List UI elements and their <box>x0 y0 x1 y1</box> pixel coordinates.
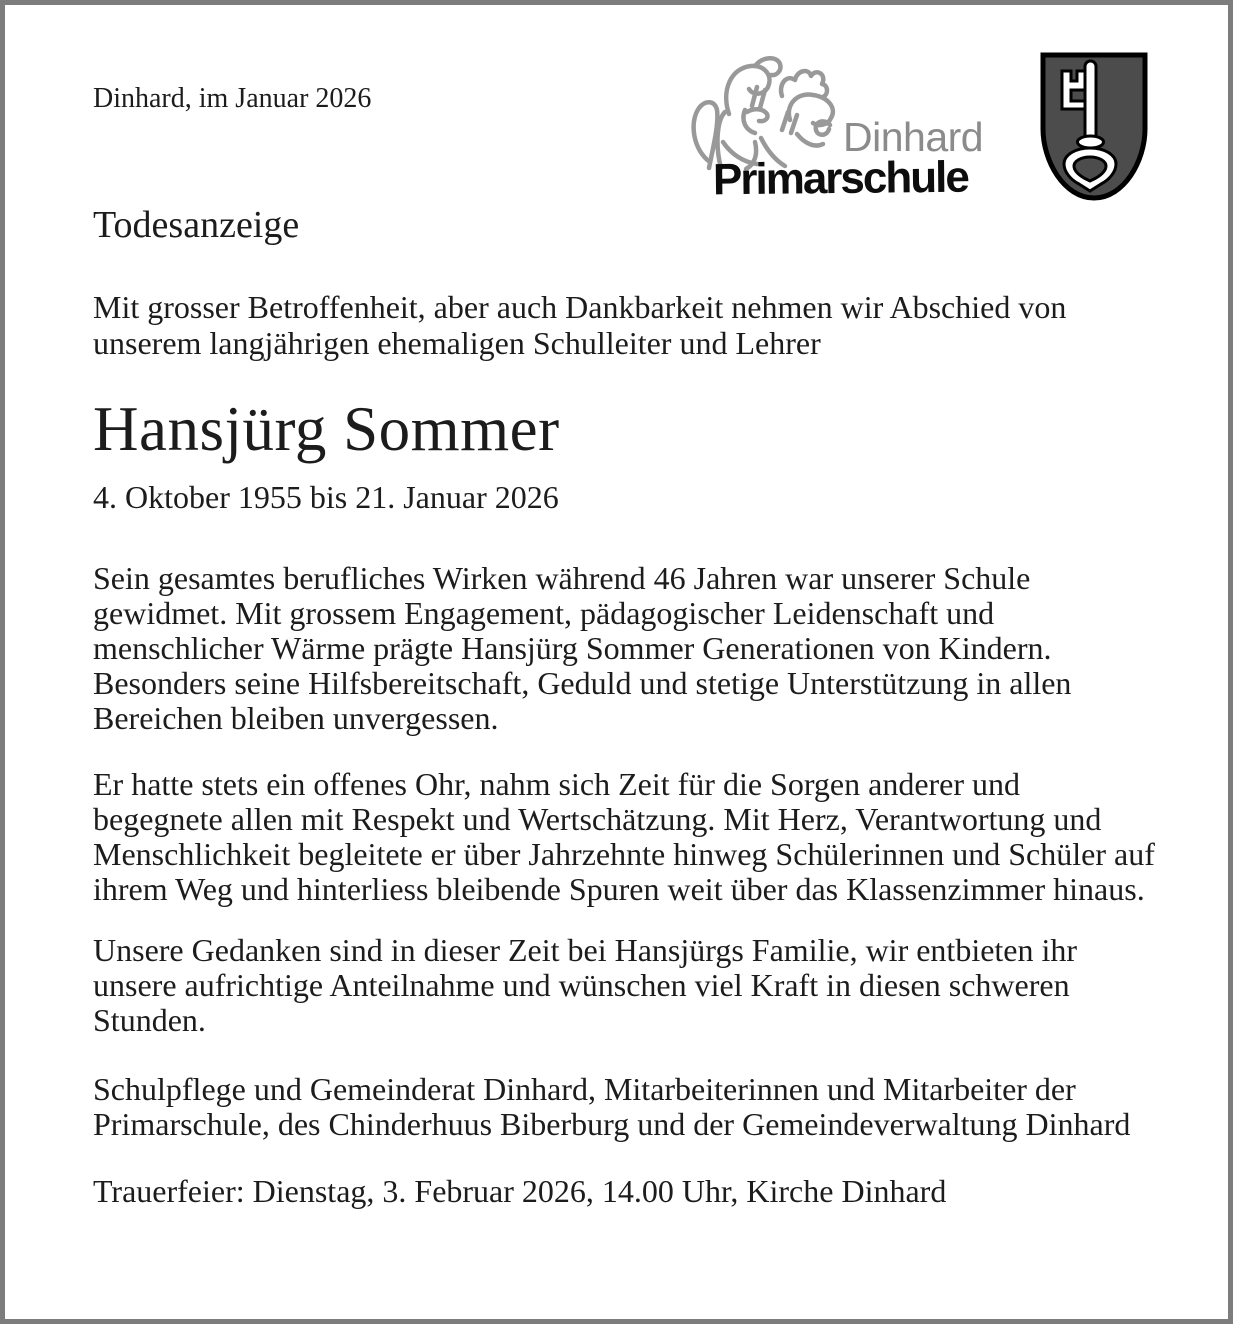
notice-intro: Mit grosser Betroffenheit, aber auch Dankbarkeit nehmen wir Abschied von unserem langjährigen ehemaligen Schulleiter und Lehrer <box>93 289 1067 361</box>
notice-paragraph-1: Sein gesamtes berufliches Wirken während 46 Jahren war unserer Schule gewidmet. Mit grossem Engagement, pädagogischer Leidenschaft und menschlicher Wärme prägte Hansjürg Sommer Generationen von Kindern. Besonders seine Hilfsbereitschaft, Geduld und stetige Unterstützung in allen Bereichen bleiben unvergessen. <box>93 560 1072 736</box>
notice-paragraph-2: Er hatte stets ein offenes Ohr, nahm sich Zeit für die Sorgen anderer und begegnete allen mit Respekt und Wertschätzung. Mit Herz, Verantwortung und Menschlichkeit begleitete er über Jahrzehnte hinweg Schülerinnen und Schüler auf ihrem Weg und hinterliess bleibende Spuren weit über das Klassenzimmer hinaus. <box>93 766 1155 907</box>
notice-paragraph-4: Schulpflege und Gemeinderat Dinhard, Mitarbeiterinnen und Mitarbeiter der Primarschule, des Chinderhuus Biberburg und der Gemeindeverwaltung Dinhard <box>93 1071 1131 1142</box>
logo-community-name: Dinhard <box>843 114 984 160</box>
dinhard-key-crest-icon <box>1038 51 1150 203</box>
funeral-info-line: Trauerfeier: Dienstag, 3. Februar 2026, 14.00 Uhr, Kirche Dinhard <box>93 1173 947 1209</box>
date-place-line: Dinhard, im Januar 2026 <box>93 83 372 114</box>
life-dates: 4. Oktober 1955 bis 21. Januar 2026 <box>93 479 559 515</box>
notice-body <box>93 203 1155 1209</box>
notice-title: Todesanzeige <box>93 204 300 246</box>
deceased-name: Hansjürg Sommer <box>93 394 560 464</box>
logo-school-name: Primarschule <box>712 152 969 205</box>
notice-paragraph-3: Unsere Gedanken sind in dieser Zeit bei Hansjürgs Familie, wir entbieten ihr unsere aufrichtige Anteilnahme und wünschen viel Kraft in diesen schweren Stunden. <box>93 932 1078 1038</box>
